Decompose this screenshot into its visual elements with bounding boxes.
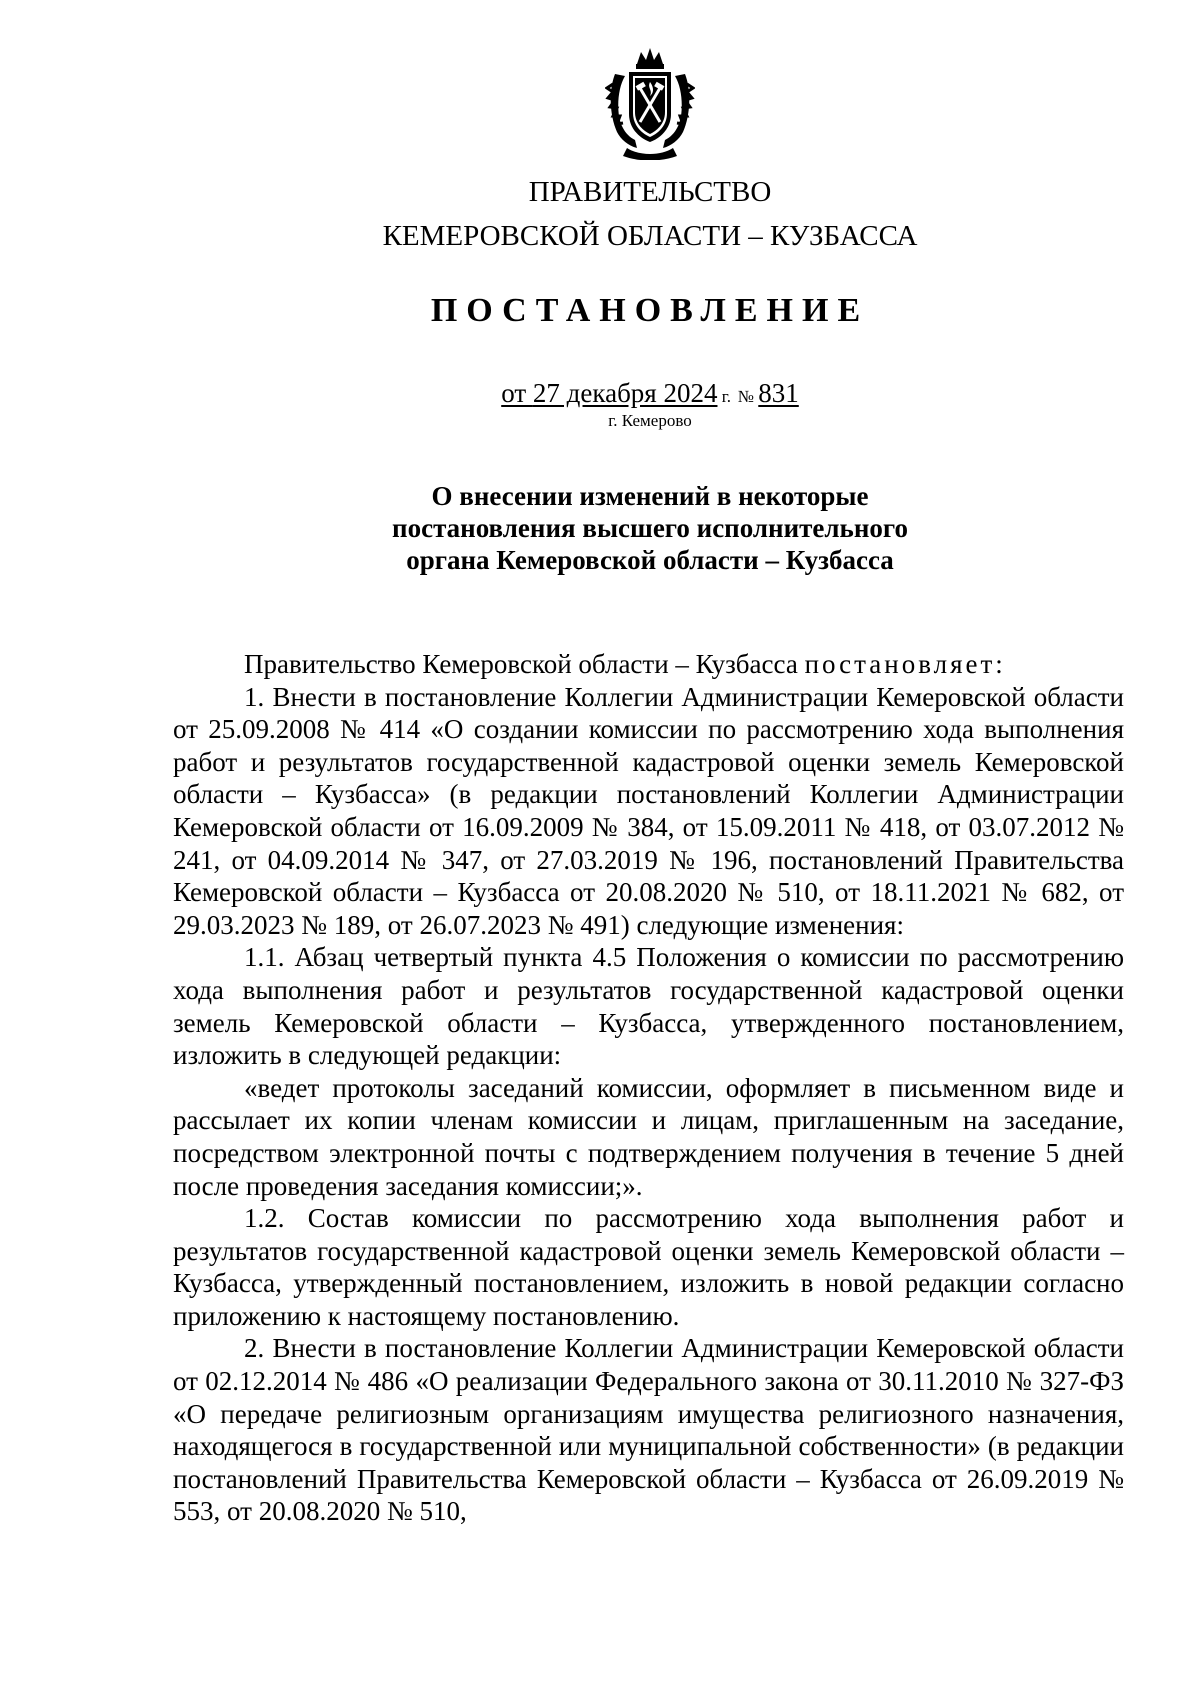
paragraph-1-2: 1.2. Состав комиссии по рассмотрению хода выполнения работ и результатов государственной кадастровой оценки земель Кемеровской области – Кузбасса, утвержденный постановлением, изложить в новой редакции согласно приложению к настоящему постановлению. — [173, 1203, 1124, 1331]
organization-name-line1: ПРАВИТЕЛЬСТВО — [528, 176, 772, 208]
paragraph-1: 1. Внести в постановление Коллегии Администрации Кемеровской области от 25.09.2008 № 414 «О создании комиссии по рассмотрению хода выполнения работ и результатов государственной кадастровой оценки земель Кемеровской области – Кузбасса» (в редакции постановлений Коллегии Администрации Кемеровской области от 16.09.2009 № 384, от 15.09.2011 № 418, от 03.07.2012 № 241, от 04.09.2014 № 347, от 27.03.2019 № 196, постановлений Правительства Кемеровской области – Кузбасса от 20.08.2020 № 510, от 18.11.2021 № 682, от 29.03.2023 № 189, от 26.07.2023 № 491) следующие изменения: — [173, 681, 1124, 940]
document-type: ПОСТАНОВЛЕНИЕ — [430, 292, 870, 329]
city-name: г. Кемерово — [608, 411, 692, 430]
title-line3: органа Кемеровской области – Кузбасса — [406, 545, 894, 575]
date-value: 27 декабря 2024 — [532, 378, 718, 408]
number-sign: № — [737, 387, 759, 406]
date-prefix: от — [501, 378, 533, 408]
paragraph-quote: «ведет протоколы заседаний комиссии, оформляет в письменном виде и рассылает их копии членам комиссии и лицам, приглашенным на заседание, посредством электронной почты с подтверждением получения в течение 5 дней после проведения заседания комиссии;». — [173, 1072, 1124, 1201]
title-line1: О внесении изменений в некоторые — [431, 481, 869, 511]
intro-paragraph — [173, 648, 1124, 681]
organization-name-line2: КЕМЕРОВСКОЙ ОБЛАСТИ – КУЗБАССА — [382, 220, 918, 252]
intro-resolves: постановляет: — [804, 649, 1006, 679]
paragraph-1-1: 1.1. Абзац четвертый пункта 4.5 Положения о комиссии по рассмотрению хода выполнения работ и результатов государственной кадастровой оценки земель Кемеровской области – Кузбасса, утвержденного постановлением, изложить в следующей редакции: — [173, 942, 1124, 1071]
document-title — [0, 480, 1200, 576]
date-number-line — [0, 378, 1200, 409]
paragraph-2: 2. Внести в постановление Коллегии Администрации Кемеровской области от 02.12.2014 № 486 «О реализации Федерального закона от 30.11.2010 № 327-ФЗ «О передаче религиозным организациям имущества религиозного назначения, находящегося в государственной или муниципальной собственности» (в редакции постановлений Правительства Кемеровской области – Кузбасса от 26.09.2019 № 553, от 20.08.2020 № 510, — [173, 1333, 1124, 1527]
year-suffix: г. — [717, 387, 732, 406]
coat-of-arms-icon — [605, 44, 695, 160]
intro-text: Правительство Кемеровской области – Кузбасса — [244, 649, 805, 679]
document-date — [501, 378, 717, 408]
document-body — [173, 648, 1124, 1528]
document-number: 831 — [758, 378, 799, 408]
title-line2: постановления высшего исполнительного — [392, 513, 908, 543]
